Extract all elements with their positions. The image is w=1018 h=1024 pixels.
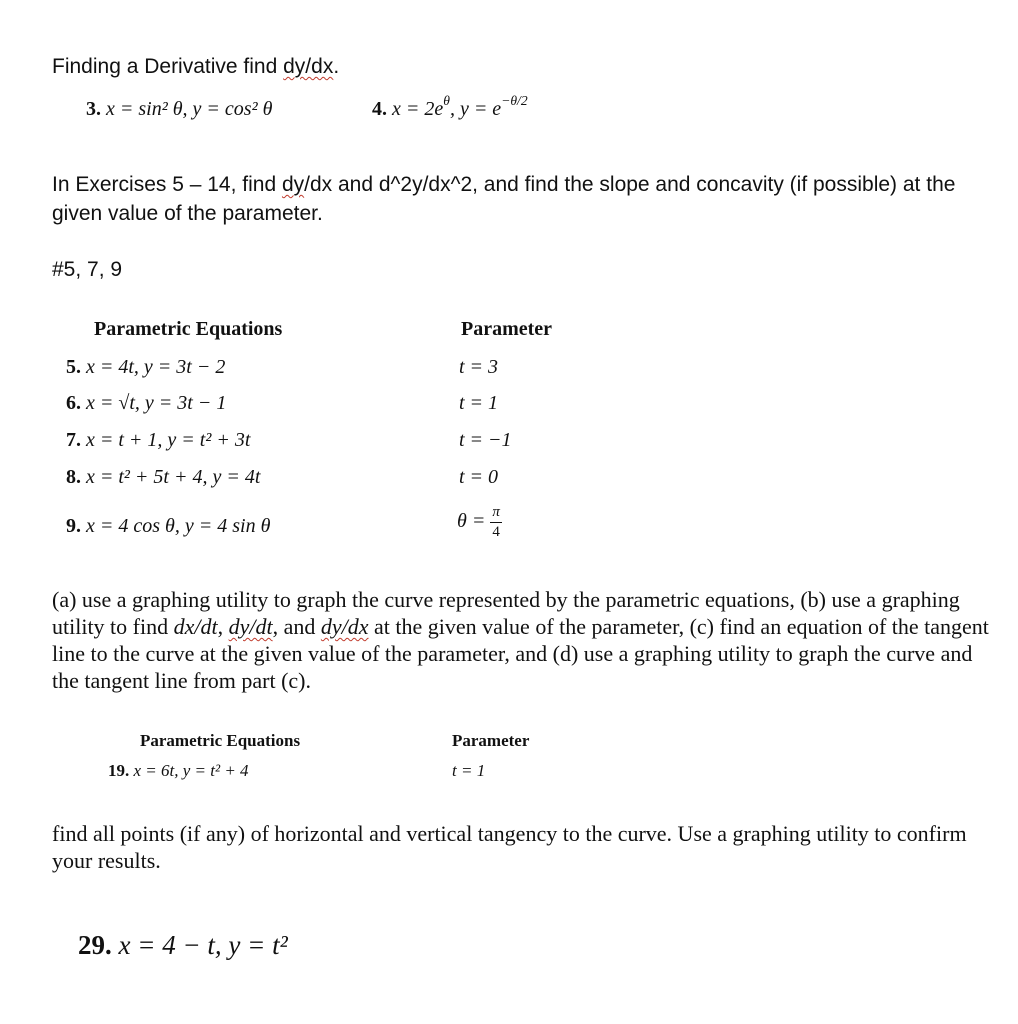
heading-period: . [333, 55, 340, 78]
heading-lead-text: Finding a Derivative find [52, 55, 284, 78]
parameter-value: θ = $\frac{\pi}{4}$ [457, 504, 500, 540]
table-row: 8. x = t² + 5t + 4, y = 4t [66, 466, 261, 488]
exercise-4 [372, 93, 528, 121]
instruction-graphing-utility: (a) use a graphing utility to graph the curve represented by the parametric equations, (b) use a graphing utility to find dx/dt, dy/dt, and dy/dx at the given value of the parameter, (c) find an equation of the tangent line to the curve at the given value of the parameter, and (d) use a graphing utility to graph the curve and the tangent line from part (c). [52, 587, 989, 693]
parameter-value: t = −1 [459, 429, 512, 451]
pi-over-4-fraction: $\frac{\pi}{4}$ [492, 504, 500, 540]
table2-header-parameter: Parameter [452, 731, 530, 750]
parameter-value: t = 1 [459, 392, 499, 414]
dy-text: dy [281, 173, 305, 196]
parameter-value: t = 3 [459, 356, 499, 378]
exercise-29 [78, 930, 288, 961]
table-row: 19. x = 6t, y = t² + 4 [108, 761, 249, 780]
parameter-value: t = 1 [452, 761, 486, 780]
exercise-3 [86, 98, 272, 121]
table1-header-equations: Parametric Equations [94, 318, 283, 340]
exercise-3-equation: x = sin² θ, y = cos² θ [106, 98, 273, 120]
exercise-29-equation: x = 4 − t, y = t² [118, 930, 288, 960]
table-row: 6. x = √t, y = 3t − 1 [66, 392, 227, 414]
assigned-exercises: #5, 7, 9 [52, 258, 123, 281]
exercise-4-number: 4. [372, 98, 387, 120]
table-row: 5. x = 4t, y = 3t − 2 [66, 356, 226, 378]
parameter-value: t = 0 [459, 466, 499, 488]
exercise-4-equation: $x = 2e^\theta$, $y = e^{-\theta/2}$ [392, 93, 528, 120]
dydx-text: dy/dx [283, 55, 334, 78]
heading-find-derivative [52, 55, 339, 79]
instruction-exercises-5-14: In Exercises 5 – 14, find dy/dx and d^2y/dx^2, and find the slope and concavity (if possible) at the given value of the parameter. [52, 173, 956, 225]
exercise-29-number: 29. [78, 930, 112, 960]
table2-header-equations: Parametric Equations [140, 731, 301, 750]
table1-header-parameter: Parameter [461, 318, 553, 340]
table-row: 9. x = 4 cos θ, y = 4 sin θ [66, 515, 271, 537]
table-row: 7. x = t + 1, y = t² + 3t [66, 429, 251, 451]
instruction-tangency: find all points (if any) of horizontal and vertical tangency to the curve. Use a graphing utility to confirm your results. [52, 821, 967, 873]
exercise-3-number: 3. [86, 98, 101, 120]
